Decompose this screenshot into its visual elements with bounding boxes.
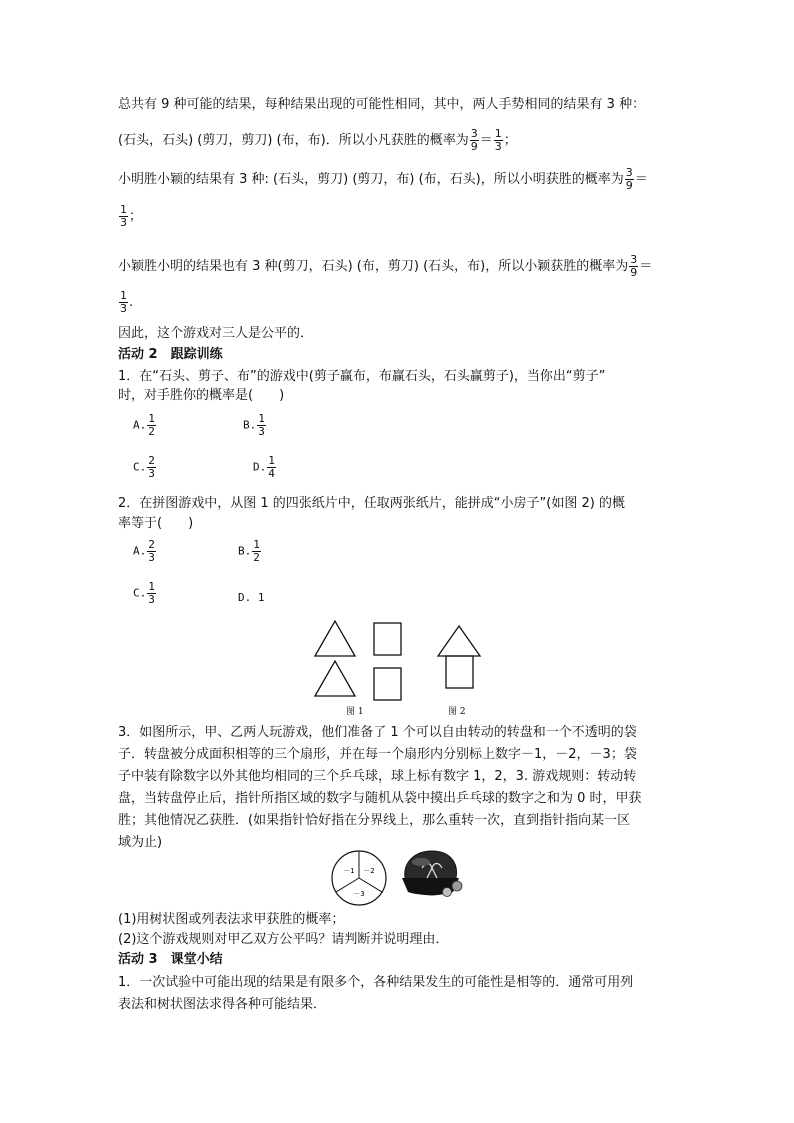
spinner-figure xyxy=(330,849,390,909)
fraction: $\frac{1}{3}$ xyxy=(120,289,127,315)
q3-sub1: (1)用树状图或列表法求甲获胜的概率； xyxy=(118,912,345,927)
para1-line1: 总共有 9 种可能的结果，每种结果出现的可能性相同，其中，两人手势相同的结果有 3 种： xyxy=(118,97,646,112)
q3-line-5: 胜；其他情况乙获胜．(如果指针恰好指在分界线上，那么重转一次，直到指针指向某一区 xyxy=(118,813,631,828)
q2-option-c: C. $\frac{1}{3}$ xyxy=(133,580,155,606)
bag-fold xyxy=(412,858,430,866)
ping-pong-ball xyxy=(452,881,462,891)
ping-pong-ball xyxy=(443,888,452,897)
para3-line2: $\frac{1}{3}$ . xyxy=(120,289,134,315)
square-piece-2 xyxy=(374,668,401,700)
q1-option-b: B. $\frac{1}{3}$ xyxy=(243,412,265,438)
q3-line-4: 盘，当转盘停止后，指针所指区域的数字与随机从袋中摸出乒乓球的数字之和为 0 时，甲获 xyxy=(118,791,642,806)
q1-line2: 时，对手胜你的概率是( ) xyxy=(118,388,285,403)
para3-line1: 小颖胜小明的结果也有 3 种(剪刀，石头) (布，剪刀) (石头，布)，所以小颖获胜的概率为 $\frac{3}{9}$ ＝ xyxy=(118,253,653,279)
q2-line2: 率等于( ) xyxy=(118,516,194,531)
house-body xyxy=(446,656,473,688)
summary-line1: 1．一次试验中可能出现的结果是有限多个，各种结果发生的可能性是相等的．通常可用列 xyxy=(118,975,634,990)
q1-option-c: C. $\frac{2}{3}$ xyxy=(133,454,155,480)
q1-line1: 1．在“石头、剪子、布”的游戏中(剪子赢布，布赢石头，石头赢剪子)，当你出“剪子” xyxy=(118,369,606,384)
fraction: $\frac{1}{3}$ xyxy=(494,127,502,153)
q2-option-a: A. $\frac{2}{3}$ xyxy=(133,538,155,564)
bag-figure xyxy=(399,848,469,900)
q3-line-3: 子中装有除数字以外其他均相同的三个乒乓球，球上标有数字 1，2，3. 游戏规则：转动转 xyxy=(118,769,637,784)
fraction: $\frac{3}{9}$ xyxy=(630,253,638,279)
spinner-label-1: －1 xyxy=(343,867,355,875)
summary-line2: 表法和树状图法求得各种可能结果． xyxy=(118,997,327,1012)
q2-option-b: B. $\frac{1}{2}$ xyxy=(238,538,260,564)
q3-line-1: 3．如图所示，甲、乙两人玩游戏，他们准备了 1 个可以自由转动的转盘和一个不透明的袋 xyxy=(118,725,637,740)
spinner-label-2: －2 xyxy=(363,867,375,875)
square-piece-1 xyxy=(374,623,401,655)
activity3-title: 活动 3 课堂小结 xyxy=(118,952,223,967)
q3-line-2: 子．转盘被分成面积相等的三个扇形，并在每一个扇形内分别标上数字－1，－2，－3；袋 xyxy=(118,747,637,762)
fraction: $\frac{3}{9}$ xyxy=(625,166,633,192)
q3-line-6: 域为止) xyxy=(118,835,163,850)
triangle-piece-2 xyxy=(315,661,355,696)
para2-line2: $\frac{1}{3}$ ； xyxy=(120,203,143,229)
q3-sub2: (2)这个游戏规则对甲乙双方公平吗？请判断并说明理由． xyxy=(118,932,449,947)
q1-option-a: A. $\frac{1}{2}$ xyxy=(133,412,155,438)
fig1-caption: 图 1 xyxy=(346,707,364,717)
q2-line1: 2．在拼图游戏中，从图 1 的四张纸片中，任取两张纸片，能拼成“小房子”(如图 2) 的概 xyxy=(118,496,625,511)
fraction: $\frac{1}{3}$ xyxy=(120,203,127,229)
activity2-title: 活动 2 跟踪训练 xyxy=(118,347,223,362)
spinner-label-3: －3 xyxy=(353,890,365,898)
para2-line1: 小明胜小颖的结果有 3 种: (石头，剪刀) (剪刀，布) (布，石头)，所以小明获胜的概率为 $\frac{3}{9}$ ＝ xyxy=(118,166,648,192)
fraction: $\frac{3}{9}$ xyxy=(470,127,478,153)
q2-option-d: D. 1 xyxy=(238,591,265,604)
triangle-piece-1 xyxy=(315,621,355,656)
conclusion: 因此，这个游戏对三人是公平的． xyxy=(118,326,314,341)
puzzle-figures xyxy=(310,618,510,718)
fig2-caption: 图 2 xyxy=(448,707,466,717)
house-roof xyxy=(438,626,480,656)
para1-line2: (石头，石头) (剪刀，剪刀) (布，布)．所以小凡获胜的概率为 $\frac{3}{9}$ ＝ $\frac{1}{3}$ ； xyxy=(118,127,517,153)
q1-option-d: D. $\frac{1}{4}$ xyxy=(253,454,275,480)
